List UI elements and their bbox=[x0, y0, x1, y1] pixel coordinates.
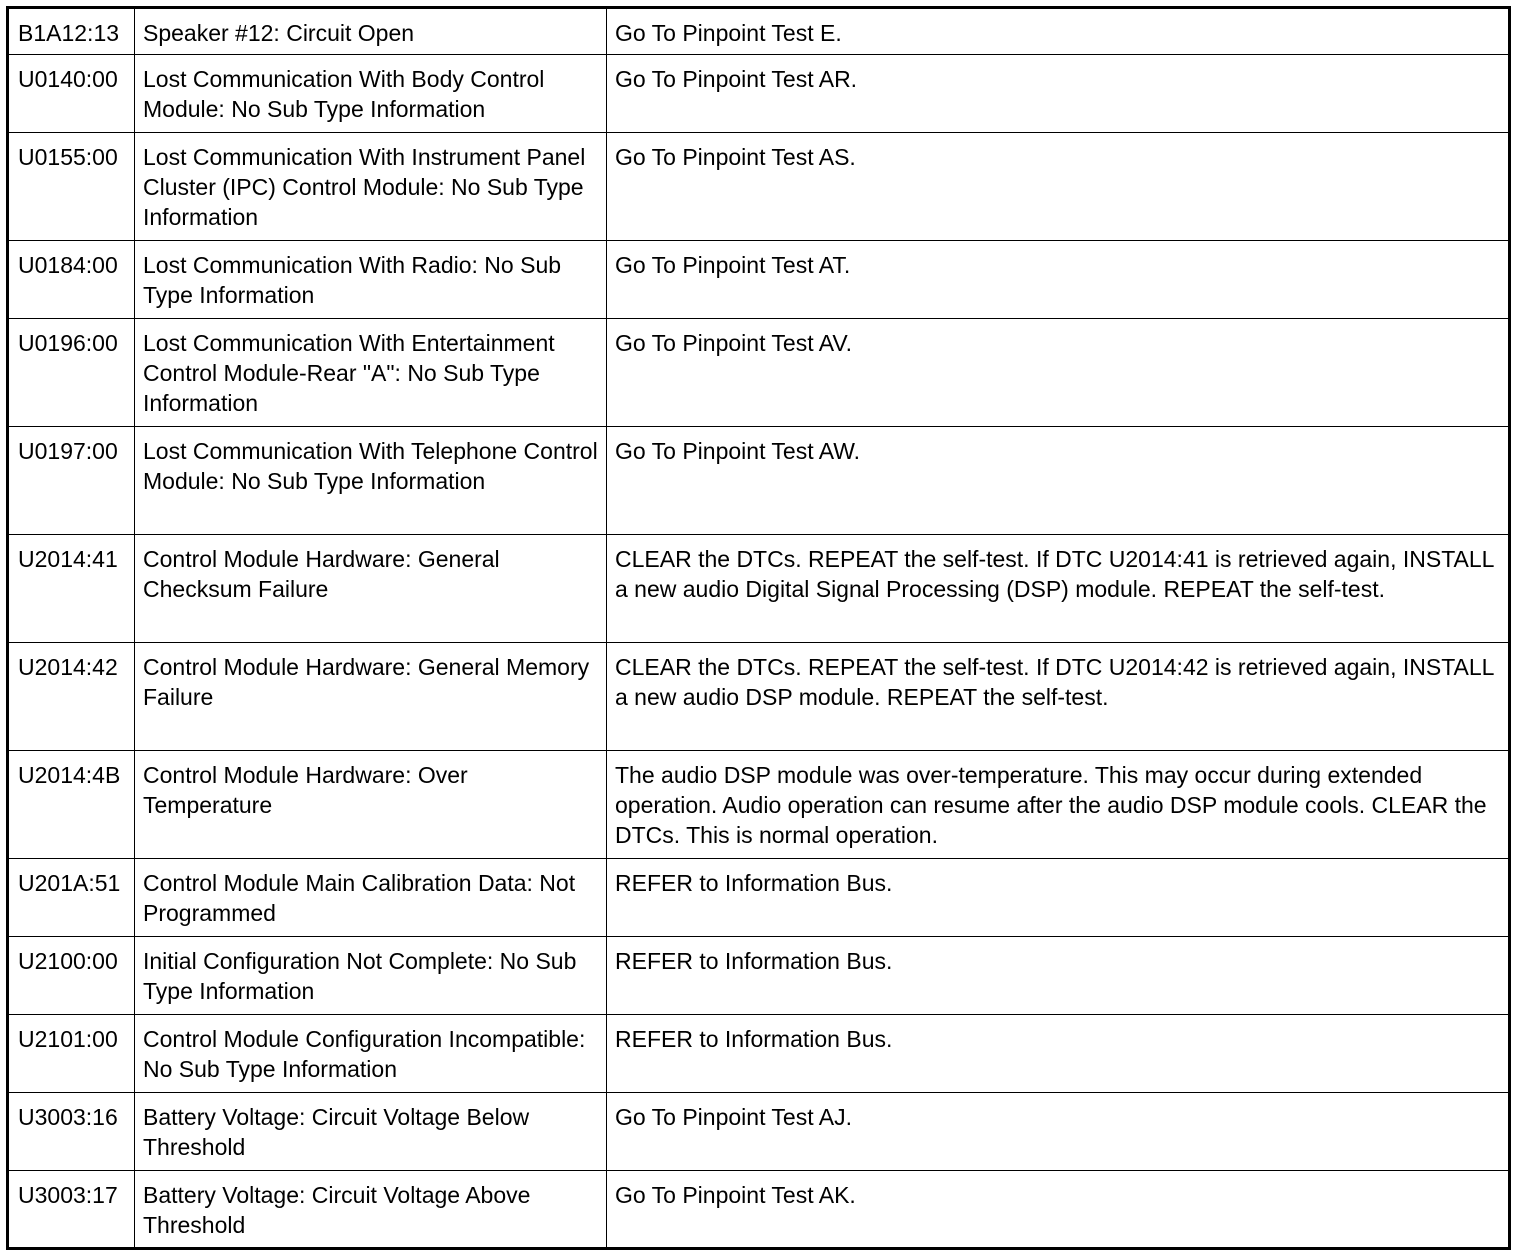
table-row bbox=[8, 1171, 1510, 1249]
dtc-code-cell: U2101:00 bbox=[8, 1015, 135, 1093]
dtc-action-cell: REFER to Information Bus. bbox=[607, 859, 1510, 937]
dtc-code-cell: U201A:51 bbox=[8, 859, 135, 937]
dtc-description-cell: Speaker #12: Circuit Open bbox=[135, 8, 607, 55]
dtc-action-cell: CLEAR the DTCs. REPEAT the self-test. If DTC U2014:42 is retrieved again, INSTALL a new audio DSP module. REPEAT the self-test. bbox=[607, 643, 1510, 751]
table-row bbox=[8, 859, 1510, 937]
table-row bbox=[8, 751, 1510, 859]
dtc-code-cell: U2014:4B bbox=[8, 751, 135, 859]
table-row bbox=[8, 427, 1510, 535]
table-row bbox=[8, 241, 1510, 319]
table-row bbox=[8, 319, 1510, 427]
dtc-action-cell: REFER to Information Bus. bbox=[607, 937, 1510, 1015]
dtc-action-cell: CLEAR the DTCs. REPEAT the self-test. If DTC U2014:41 is retrieved again, INSTALL a new audio Digital Signal Processing (DSP) module. REPEAT the self-test. bbox=[607, 535, 1510, 643]
dtc-action-cell: The audio DSP module was over-temperature. This may occur during extended operation. Audio operation can resume after the audio DSP module cools. CLEAR the DTCs. This is normal operation. bbox=[607, 751, 1510, 859]
dtc-code-cell: U0184:00 bbox=[8, 241, 135, 319]
dtc-action-cell: Go To Pinpoint Test AW. bbox=[607, 427, 1510, 535]
dtc-description-cell: Control Module Hardware: General Memory Failure bbox=[135, 643, 607, 751]
dtc-action-cell: Go To Pinpoint Test AJ. bbox=[607, 1093, 1510, 1171]
dtc-action-cell: Go To Pinpoint Test AS. bbox=[607, 133, 1510, 241]
dtc-action-cell: Go To Pinpoint Test AR. bbox=[607, 55, 1510, 133]
dtc-code-cell: U2014:41 bbox=[8, 535, 135, 643]
table-row bbox=[8, 55, 1510, 133]
dtc-code-cell: U0140:00 bbox=[8, 55, 135, 133]
dtc-description-cell: Control Module Hardware: Over Temperature bbox=[135, 751, 607, 859]
dtc-code-cell: B1A12:13 bbox=[8, 8, 135, 55]
dtc-description-cell: Control Module Hardware: General Checksum Failure bbox=[135, 535, 607, 643]
dtc-description-cell: Control Module Main Calibration Data: Not Programmed bbox=[135, 859, 607, 937]
dtc-code-cell: U3003:17 bbox=[8, 1171, 135, 1249]
dtc-description-cell: Control Module Configuration Incompatible: No Sub Type Information bbox=[135, 1015, 607, 1093]
dtc-code-cell: U2100:00 bbox=[8, 937, 135, 1015]
dtc-description-cell: Battery Voltage: Circuit Voltage Below Threshold bbox=[135, 1093, 607, 1171]
dtc-code-cell: U0196:00 bbox=[8, 319, 135, 427]
table-row bbox=[8, 937, 1510, 1015]
dtc-action-cell: REFER to Information Bus. bbox=[607, 1015, 1510, 1093]
dtc-action-cell: Go To Pinpoint Test AV. bbox=[607, 319, 1510, 427]
table-row bbox=[8, 535, 1510, 643]
dtc-code-cell: U0197:00 bbox=[8, 427, 135, 535]
table-row bbox=[8, 8, 1510, 55]
dtc-table bbox=[6, 6, 1511, 1250]
dtc-code-cell: U0155:00 bbox=[8, 133, 135, 241]
table-row bbox=[8, 133, 1510, 241]
dtc-description-cell: Lost Communication With Radio: No Sub Type Information bbox=[135, 241, 607, 319]
dtc-code-cell: U2014:42 bbox=[8, 643, 135, 751]
dtc-action-cell: Go To Pinpoint Test AK. bbox=[607, 1171, 1510, 1249]
table-row bbox=[8, 643, 1510, 751]
dtc-description-cell: Initial Configuration Not Complete: No Sub Type Information bbox=[135, 937, 607, 1015]
dtc-description-cell: Lost Communication With Instrument Panel Cluster (IPC) Control Module: No Sub Type Information bbox=[135, 133, 607, 241]
dtc-description-cell: Lost Communication With Telephone Control Module: No Sub Type Information bbox=[135, 427, 607, 535]
dtc-action-cell: Go To Pinpoint Test AT. bbox=[607, 241, 1510, 319]
dtc-description-cell: Lost Communication With Entertainment Control Module-Rear "A": No Sub Type Information bbox=[135, 319, 607, 427]
table-row bbox=[8, 1015, 1510, 1093]
table-row bbox=[8, 1093, 1510, 1171]
dtc-action-cell: Go To Pinpoint Test E. bbox=[607, 8, 1510, 55]
dtc-description-cell: Battery Voltage: Circuit Voltage Above Threshold bbox=[135, 1171, 607, 1249]
dtc-description-cell: Lost Communication With Body Control Module: No Sub Type Information bbox=[135, 55, 607, 133]
dtc-code-cell: U3003:16 bbox=[8, 1093, 135, 1171]
